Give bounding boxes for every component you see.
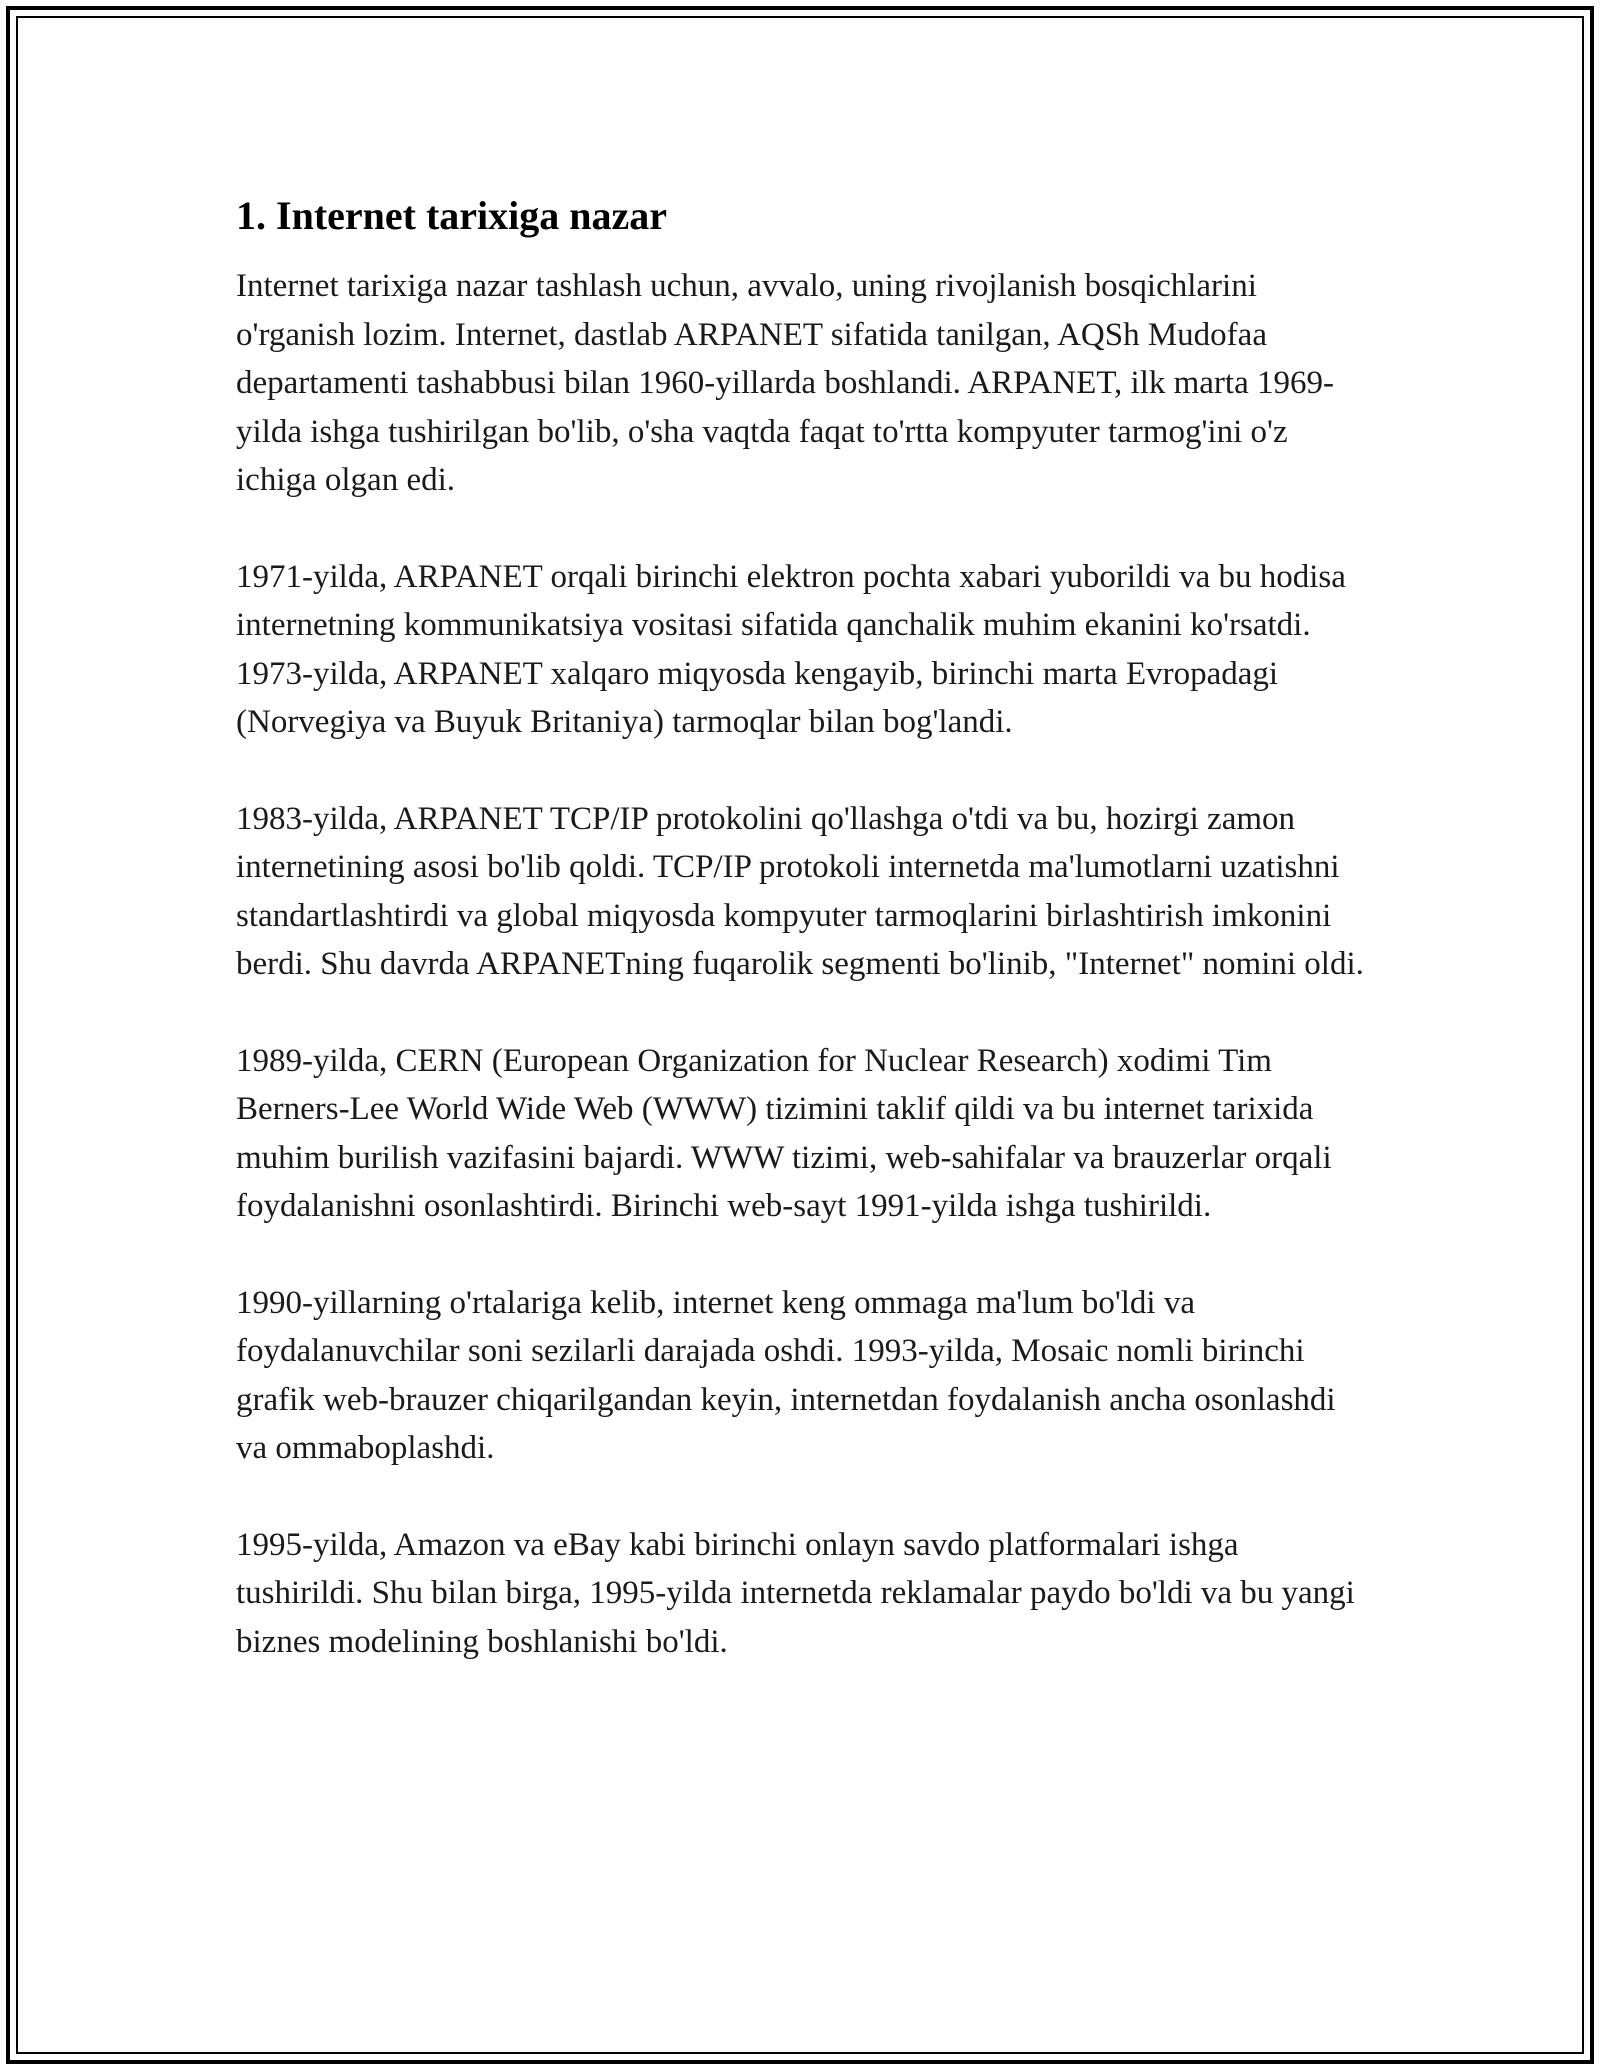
paragraph-email-expansion: 1971-yilda, ARPANET orqali birinchi elektron pochta xabari yuborildi va bu hodisa internetning kommunikatsiya vositasi sifatida qanchalik muhim ekanini ko'rsatdi. 1973-yilda, ARPANET xalqaro miqyosda kengayib, birinchi marta Evropadagi (Norvegiya va Buyuk Britaniya) tarmoqlar bilan bog'landi. (236, 558, 1346, 740)
paragraph-www: 1989-yilda, CERN (European Organization for Nuclear Research) xodimi Tim Berners-Lee World Wide Web (WWW) tizimini taklif qildi va bu internet tarixida muhim burilish vazifasini bajardi. WWW tizimi, web-sahifalar va brauzerlar orqali foydalanishni osonlashtirdi. Birinchi web-sayt 1991-yilda ishga tushirildi. (236, 1042, 1332, 1224)
paragraph-mosaic: 1990-yillarning o'rtalariga kelib, internet keng ommaga ma'lum bo'ldi va foydalanuvchilar soni sezilarli darajada oshdi. 1993-yilda, Mosaic nomli birinchi grafik web-brauzer chiqarilgandan keyin, internetdan foydalanish ancha osonlashdi va ommaboplashdi. (236, 1284, 1336, 1466)
paragraph-arpanet-origins: Internet tarixiga nazar tashlash uchun, avvalo, uning rivojlanish bosqichlarini o'rganish lozim. Internet, dastlab ARPANET sifatida tanilgan, AQSh Mudofaa departamenti tashabbusi bilan 1960-yillarda boshlandi. ARPANET, ilk marta 1969-yilda ishga tushirilgan bo'lib, o'sha vaqtda faqat to'rtta kompyuter tarmog'ini o'z ichiga olgan edi. (236, 268, 1334, 498)
section-heading: 1. Internet tarixiga nazar (236, 193, 668, 238)
paragraph-tcp-ip: 1983-yilda, ARPANET TCP/IP protokolini qo'llashga o'tdi va bu, hozirgi zamon internetining asosi bo'lib qoldi. TCP/IP protokoli internetda ma'lumotlarni uzatishni standartlashtirdi va global miqyosda kompyuter tarmoqlarini birlashtirish imkonini berdi. Shu davrda ARPANETning fuqarolik segmenti bo'linib, "Internet" nomini oldi. (236, 800, 1364, 982)
document-body (236, 188, 1366, 1714)
paragraph-ecommerce: 1995-yilda, Amazon va eBay kabi birinchi onlayn savdo platformalari ishga tushirildi. Shu bilan birga, 1995-yilda internetda reklamalar paydo bo'ldi va bu yangi biznes modelining boshlanishi bo'ldi. (236, 1526, 1355, 1660)
